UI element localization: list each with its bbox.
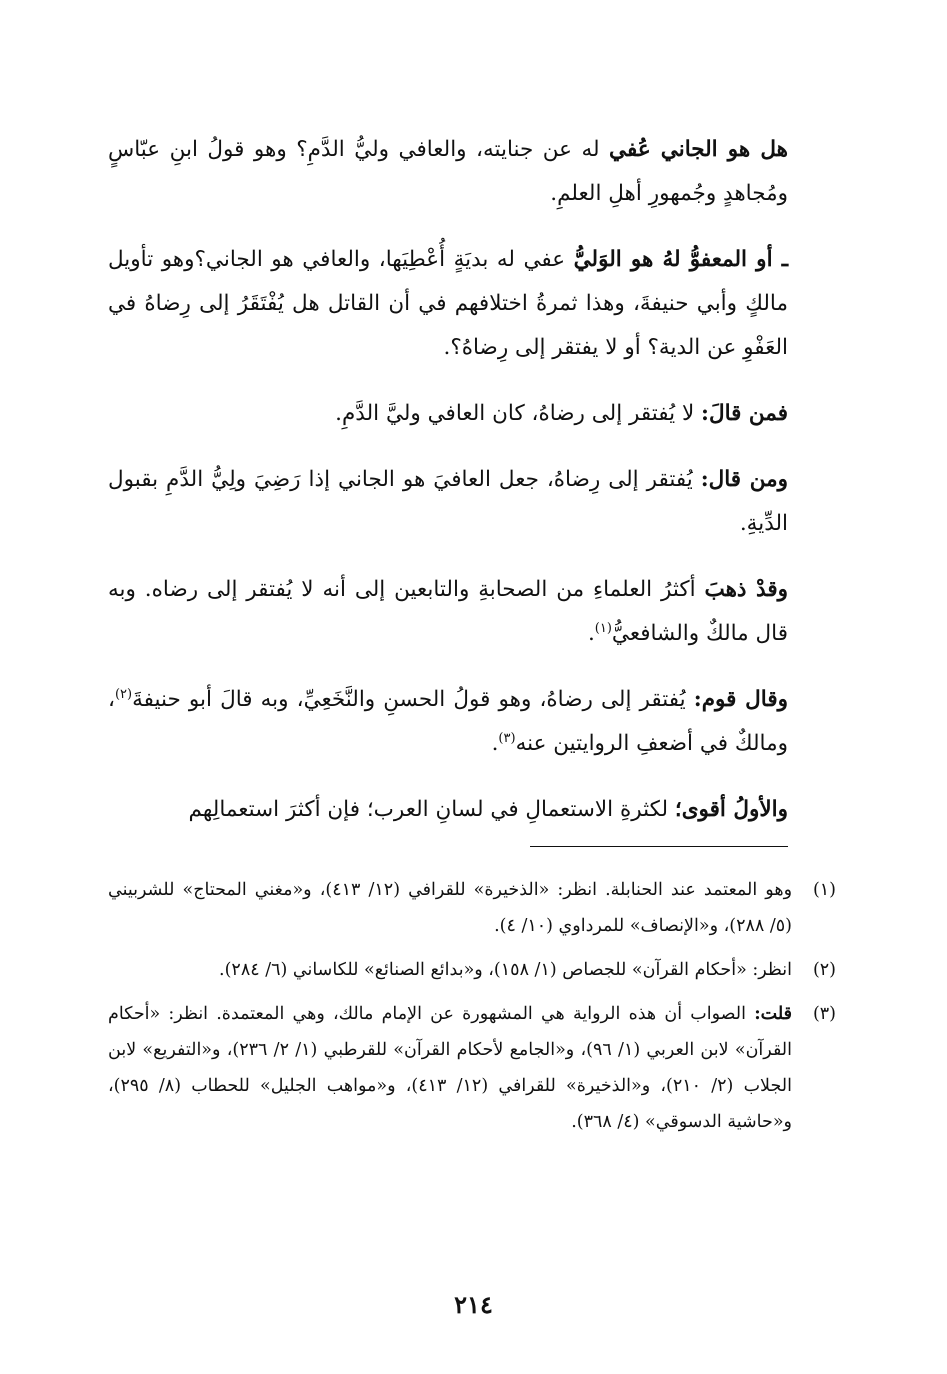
footnote-marker[interactable]: (٢) xyxy=(114,686,133,702)
paragraph-text: أكثرُ العلماءِ من الصحابةِ والتابعين إلى أنه لا يُفتقر إلى رضاه. وبه قال مالكٌ والشافعيُّ xyxy=(108,577,788,646)
paragraph-lead: ـ أو المعفوُّ لهُ هو الوَليُّ xyxy=(573,247,788,272)
footnote-2 xyxy=(108,952,836,988)
paragraph-4 xyxy=(108,458,788,546)
paragraph-5 xyxy=(108,568,788,656)
paragraph-lead: ومن قال: xyxy=(700,467,788,492)
paragraph-7 xyxy=(108,788,788,832)
footnote-body xyxy=(108,996,792,1140)
footnote-text: وهو المعتمد عند الحنابلة. انظر: «الذخيرة» للقرافي (١٢/ ٤١٣)، و«مغني المحتاج» للشربيني (٥/ ٢٨٨)، و«الإنصاف» للمرداوي (١٠/ ٤). xyxy=(108,880,793,936)
paragraph-1 xyxy=(108,128,788,216)
footnote-number: (١) xyxy=(812,880,836,900)
footnote-1 xyxy=(108,872,836,944)
paragraph-text: يُفتقر إلى رِضاهُ، جعل العافيَ هو الجاني إذا رَضِيَ ولِيُّ الدَّمِ بقبول الدِّيةِ. xyxy=(108,467,788,536)
paragraph-text-continued: ، ومالكٌ في أضعفِ الروايتين عنه xyxy=(108,687,788,756)
paragraph-lead: وقدْ ذهبَ xyxy=(704,577,788,602)
paragraph-tail: . xyxy=(491,731,499,756)
main-text xyxy=(108,128,788,854)
paragraph-text: لكثرةِ الاستعمالِ في لسانِ العرب؛ فإن أكثرَ استعمالِهم xyxy=(188,797,675,822)
paragraph-text: له عن جنايته، والعافي وليُّ الدَّمِ؟ وهو قولُ ابنِ عبّاسٍ ومُجاهدٍ وجُمهورِ أهلِ العلمِ. xyxy=(108,137,788,206)
footnote-number: (٣) xyxy=(812,1004,836,1024)
footnote-number: (٢) xyxy=(812,960,836,980)
paragraph-text: عفي له بديَةٍ أُعْطِيَها، والعافي هو الجاني؟وهو تأويل مالكٍ وأبي حنيفةَ، وهذا ثمرةُ اختلافهم في أن القاتل هل يُفْتَقَرُ إلى رِضاهُ في العَفْوِ عن الدية؟ أو لا يفتقر إلى رِضاهُ؟. xyxy=(108,247,788,360)
footnote-3 xyxy=(108,996,836,1140)
footnote-text: الصواب أن هذه الرواية هي المشهورة عن الإمام مالك، وهي المعتمدة. انظر: «أحكام القرآن» لابن العربي (١/ ٩٦)، و«الجامع لأحكام القرآن» للقرطبي (١/ ٢/ ٢٣٦)، و«التفريع» لابن الجلاب (٢/ ٢١٠)، و«الذخيرة» للقرافي (١٢/ ٤١٣)، و«مواهب الجليل» للحطاب (٨/ ٢٩٥)، و«حاشية الدسوقي» (٤/ ٣٦٨). xyxy=(108,1004,792,1132)
footnote-lead: قلت: xyxy=(754,1004,792,1024)
page-number: ٢١٤ xyxy=(454,1290,493,1319)
paragraph-3 xyxy=(108,392,788,436)
paragraph-lead: والأولُ أقوى؛ xyxy=(674,797,788,822)
paragraph-2 xyxy=(108,238,788,370)
footnotes xyxy=(108,872,836,1148)
footnote-divider xyxy=(530,846,788,847)
paragraph-lead: فمن قالَ: xyxy=(701,401,788,426)
paragraph-lead: هل هو الجاني عُفي xyxy=(609,137,788,162)
footnote-marker[interactable]: (٣) xyxy=(498,730,516,746)
paragraph-6 xyxy=(108,678,788,766)
paragraph-lead: وقال قوم: xyxy=(693,687,789,712)
paragraph-text: يُفتقر إلى رضاهُ، وهو قولُ الحسنِ والنَّخَعِيِّ، وبه قالَ أبو حنيفةَ xyxy=(132,687,694,712)
paragraph-text: لا يُفتقر إلى رضاهُ، كان العافي وليَّ الدَّمِ. xyxy=(335,401,702,426)
paragraph-tail: . xyxy=(587,621,595,646)
footnote-marker[interactable]: (١) xyxy=(594,620,612,636)
footnote-text: انظر: «أحكام القرآن» للجصاص (١/ ١٥٨)، و«بدائع الصنائع» للكاساني (٦/ ٢٨٤). xyxy=(219,960,792,980)
